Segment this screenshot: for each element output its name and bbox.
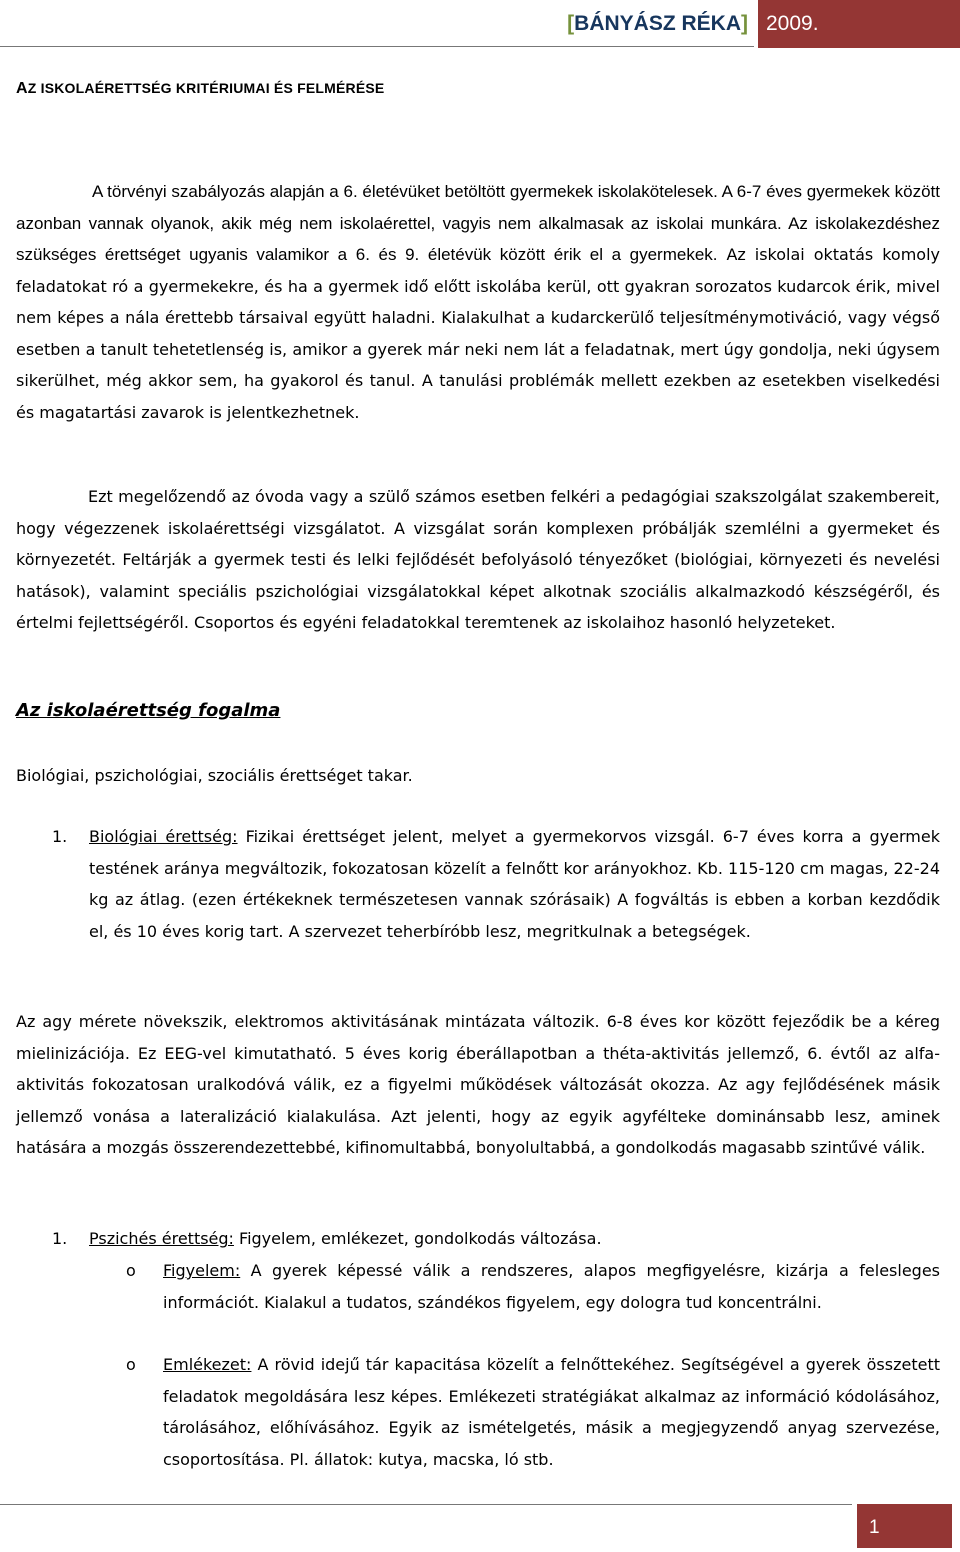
list-number: 1.: [52, 827, 68, 846]
bullet-icon: o: [126, 1355, 136, 1374]
header-year: 2009.: [766, 12, 819, 35]
subitem-attention: Figyelem: A gyerek képessé válik a rendszeres, alapos megfigyelésre, kizárja a felesleges információt. Kialakul a tudatos, szándékos figyelem, egy dologra tud koncentrálni.: [163, 1261, 940, 1312]
document-title: AZ ISKOLAÉRETTSÉG KRITÉRIUMAI ÉS FELMÉRÉSE: [16, 80, 385, 97]
footer-divider: [0, 1504, 852, 1505]
brain-paragraph: Az agy mérete növekszik, elektromos aktivitásának mintázata változik. 6-8 éves kor között fejeződik be a kéreg mielinizációja. Ez EEG-vel kimutatható. 5 éves korig éberállapotban a théta-aktivitás jellemző, 6. évtől az alfa-aktivitás fokozatosan uralkodóvá válik, ez a figyelmi működések változását okozza. Az agy fejlődésének másik jellemző vonása a lateralizáció kialakulása. Azt jelenti, hogy az egyik agyfélteke dominánsabb lesz, aminek hatására a mozgás összerendezettebbé, kifinomultabbá, bonyolultabbá, a gondolkodás magasabb szintűvé válik.: [16, 1012, 940, 1157]
header-author: [BÁNYÁSZ RÉKA]: [567, 12, 748, 35]
definition-paragraph: Biológiai, pszichológiai, szociális érettséget takar.: [16, 766, 413, 785]
header-year-box: [758, 0, 960, 48]
section-heading: Az iskolaérettség fogalma: [16, 700, 281, 721]
list-item-biological: Biológiai érettség: Fizikai érettséget jelent, melyet a gyermekorvos vizsgál. 6-7 éves korra a gyermek testének aránya megváltozik, fokozatosan közelít a felnőtt kor arányokhoz. Kb. 115-120 cm magas, 22-24 kg az átlag. (ezen értékeknek természetesen vannak szórásaik) A fogváltás is ebben a korban kezdődik el, és 10 éves korig tart. A szervezet teherbíróbb lesz, megritkulnak a betegségek.: [89, 827, 940, 941]
page-number-box: [857, 1504, 952, 1548]
list-number: 1.: [52, 1229, 68, 1248]
author-name: BÁNYÁSZ RÉKA: [574, 12, 741, 35]
second-paragraph: Ezt megelőzendő az óvoda vagy a szülő számos esetben felkéri a pedagógiai szakszolgálat szakembereit, hogy végezzenek iskolaérettségi vizsgálatot. A vizsgálat során komplexen próbálják szemlélni a gyermeket és környezetét. Feltárják a gyermek testi és lelki fejlődését befolyásoló tényezőket (biológiai, környezeti és nevelési hatások), valamint speciális pszichológiai vizsgálatokkal képet alkotnak szociális alkalmazkodó készségéről, és értelmi fejlettségéről. Csoportos és egyéni feladatokkal teremtenek az iskolaihoz hasonló helyzeteket.: [16, 487, 940, 632]
list-item-psychic: Pszichés érettség: Figyelem, emlékezet, gondolkodás változása.: [89, 1229, 602, 1248]
page-header: [0, 0, 960, 48]
page-number: 1: [869, 1517, 880, 1538]
header-divider: [0, 46, 754, 47]
intro-paragraph: A törvényi szabályozás alapján a 6. életévüket betöltött gyermekek iskolakötelesek. A 6-7 éves gyermekek között azonban vannak olyanok, akik még nem iskolaérettel, vagyis nem alkalmasak az iskolai munkára. Az iskolakezdéshez szükséges érettséget ugyanis valamikor a 6. és 9. életévük között érik el a gyermekek. Az iskolai oktatás komoly feladatokat ró a gyermekekre, és ha a gyermek idő előtt iskolába kerül, ott gyakran sorozatos kudarcok érik, mivel nem képes a nála érettebb társaival együtt haladni. Kialakulhat a kudarckerülő teljesítménymotiváció, vagy végső esetben a tanult tehetetlenség is, amikor a gyerek már neki nem lát a feladatnak, mert úgy gondolja, neki úgysem sikerülhet, még akkor sem, ha gyakorol és tanul. A tanulási problémák mellett ezekben az esetekben viselkedési és magatartási zavarok is jelentkezhetnek.: [16, 182, 940, 422]
subitem-memory: Emlékezet: A rövid idejű tár kapacitása közelít a felnőttekéhez. Segítségével a gyerek összetett feladatok megoldására lesz képes. Emlékezeti stratégiákat alkalmaz az információ kódolásához, tárolásához, előhívásához. Egyik az ismételgetés, másik a megjegyzendő anyag szervezése, csoportosítása. Pl. állatok: kutya, macska, ló stb.: [163, 1355, 940, 1469]
bullet-icon: o: [126, 1261, 136, 1280]
